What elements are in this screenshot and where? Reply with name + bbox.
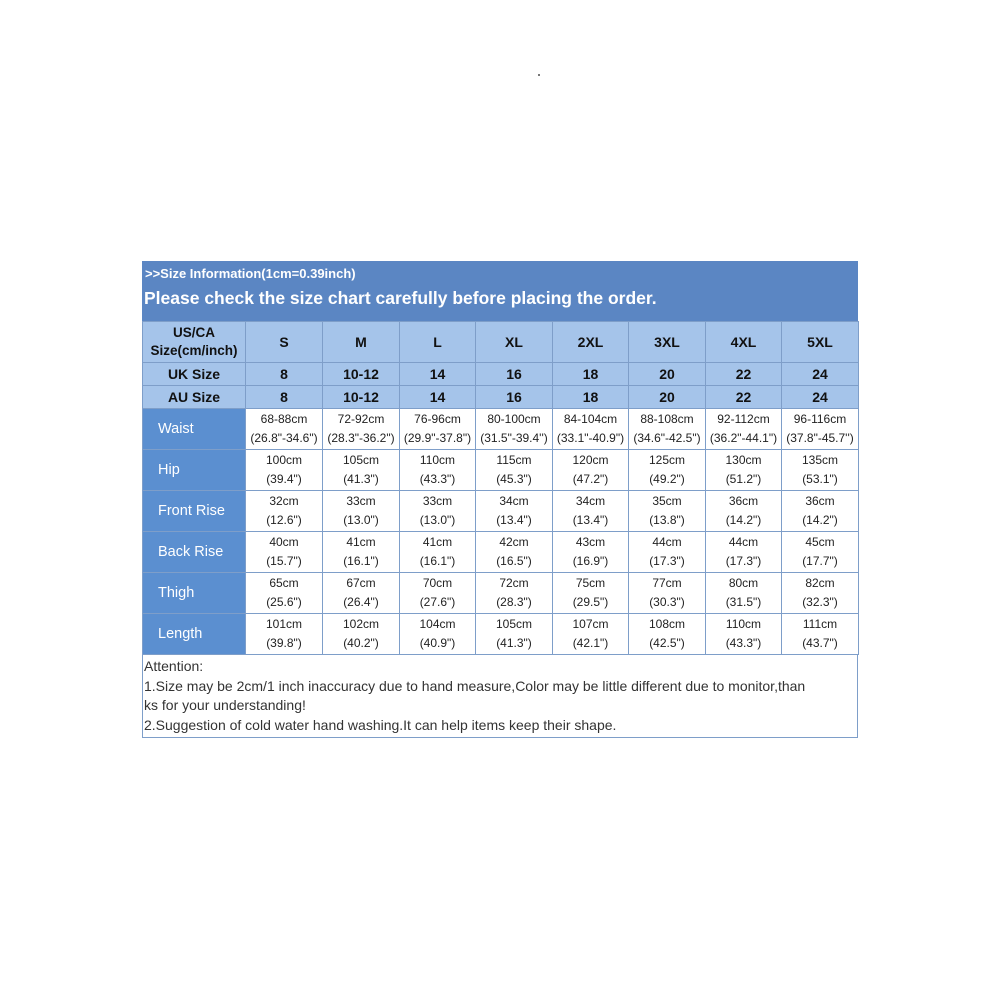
measurement-cell xyxy=(553,573,629,614)
inch-value: (17.3") xyxy=(649,554,685,568)
cm-value: 92-112cm xyxy=(717,412,770,426)
cm-value: 77cm xyxy=(652,576,682,590)
cm-value: 100cm xyxy=(265,453,303,467)
measurement-cell xyxy=(246,491,323,532)
measurement-row xyxy=(143,491,859,532)
measurement-cell xyxy=(400,614,476,655)
uk-size-cell: 10-12 xyxy=(323,363,400,386)
cm-value: 43cm xyxy=(575,535,606,549)
cm-value: 102cm xyxy=(342,617,380,631)
inch-value: (39.4") xyxy=(266,472,302,486)
inch-value: (13.0") xyxy=(343,513,379,527)
cm-value: 108cm xyxy=(648,617,686,631)
au-size-label: AU Size xyxy=(143,386,246,409)
inch-value: (47.2") xyxy=(572,472,609,486)
inch-value: (29.5") xyxy=(572,595,609,609)
cm-value: 88-108cm xyxy=(640,412,694,426)
inch-value: (40.9") xyxy=(419,636,456,650)
measurement-cell xyxy=(706,491,782,532)
inch-value: (16.1") xyxy=(343,554,379,568)
measurement-cell xyxy=(476,450,553,491)
measurement-cell xyxy=(246,450,323,491)
measurement-cell xyxy=(323,573,400,614)
size-header-cell: S xyxy=(246,322,323,363)
measurement-cell xyxy=(323,532,400,573)
measurement-label: Thigh xyxy=(143,573,246,614)
measurement-cell xyxy=(476,409,553,450)
measurement-cell xyxy=(782,491,859,532)
cm-value: 96-116cm xyxy=(793,412,847,426)
cm-value: 80cm xyxy=(728,576,759,590)
measurement-cell xyxy=(400,491,476,532)
inch-value: (42.1") xyxy=(572,636,609,650)
cm-value: 125cm xyxy=(648,453,686,467)
inch-value: (43.3") xyxy=(725,636,762,650)
au-size-cell: 10-12 xyxy=(323,386,400,409)
cm-value: 115cm xyxy=(496,453,532,467)
inch-value: (34.6"-42.5") xyxy=(633,431,701,445)
cm-value: 107cm xyxy=(572,617,609,631)
uk-size-row xyxy=(143,363,859,386)
uk-size-cell: 22 xyxy=(706,363,782,386)
inch-value: (31.5"-39.4'') xyxy=(480,431,548,445)
cm-value: 80-100cm xyxy=(487,412,541,426)
measurement-cell xyxy=(629,573,706,614)
inch-value: (13.4") xyxy=(572,513,609,527)
uk-size-cell: 16 xyxy=(476,363,553,386)
measurement-cell xyxy=(629,614,706,655)
cm-value: 68-88cm xyxy=(260,412,308,426)
cm-value: 45cm xyxy=(805,535,835,549)
measurement-cell xyxy=(323,409,400,450)
measurement-cell xyxy=(782,450,859,491)
note-accuracy: 1.Size may be 2cm/1 inch inaccuracy due to hand measure,Color may be little different due to monitor,than xyxy=(144,677,806,694)
au-size-row xyxy=(143,386,859,409)
inch-value: (13.4") xyxy=(496,513,532,527)
cm-value: 110cm xyxy=(419,453,456,467)
measurement-cell xyxy=(553,614,629,655)
measurement-label: Waist xyxy=(143,409,246,450)
inch-value: (17.3") xyxy=(725,554,762,568)
measurement-cell xyxy=(246,409,323,450)
measurement-label: Length xyxy=(143,614,246,655)
size-unit-label-line: Size(cm/inch) xyxy=(150,343,238,358)
measurement-cell xyxy=(629,532,706,573)
cm-value: 101cm xyxy=(265,617,303,631)
cm-value: 120cm xyxy=(572,453,609,467)
cm-value: 135cm xyxy=(801,453,839,467)
measurement-cell xyxy=(323,614,400,655)
measurement-cell xyxy=(476,614,553,655)
note-accuracy-cont: ks for your understanding! xyxy=(144,697,306,713)
au-size-cell: 16 xyxy=(476,386,553,409)
inch-value: (17.7") xyxy=(802,554,838,568)
inch-value: (14.2") xyxy=(802,513,838,527)
cm-value: 70cm xyxy=(422,576,453,590)
inch-value: (15.7") xyxy=(266,554,302,568)
cm-value: 44cm xyxy=(652,535,682,549)
attention-title: Attention: xyxy=(144,658,204,674)
measurement-cell xyxy=(706,614,782,655)
uk-size-cell: 24 xyxy=(782,363,859,386)
inch-value: (31.5") xyxy=(725,595,762,609)
stray-dot xyxy=(538,74,540,76)
measurement-cell xyxy=(400,409,476,450)
cm-value: 33cm xyxy=(422,494,453,508)
note-washing: 2.Suggestion of cold water hand washing.It can help items keep their shape. xyxy=(144,716,617,733)
size-info-instruction: Please check the size chart carefully before placing the order. xyxy=(144,288,657,308)
cm-value: 35cm xyxy=(652,494,682,508)
size-header-cell: L xyxy=(400,322,476,363)
inch-value: (27.6") xyxy=(419,595,456,609)
inch-value: (29.9"-37.8") xyxy=(403,431,472,445)
us-ca-size-label xyxy=(143,322,246,363)
measurement-cell xyxy=(706,450,782,491)
inch-value: (36.2"-44.1") xyxy=(709,431,778,445)
cm-value: 75cm xyxy=(575,576,606,590)
inch-value: (16.1") xyxy=(419,554,456,568)
measurement-label: Front Rise xyxy=(143,491,246,532)
inch-value: (42.5") xyxy=(649,636,685,650)
inch-value: (49.2") xyxy=(649,472,685,486)
uk-size-cell: 20 xyxy=(629,363,706,386)
size-header-cell: 2XL xyxy=(553,322,629,363)
measurement-cell xyxy=(706,409,782,450)
inch-value: (30.3") xyxy=(649,595,685,609)
cm-value: 105cm xyxy=(342,453,380,467)
measurement-row xyxy=(143,573,859,614)
cm-value: 41cm xyxy=(422,535,453,549)
measurement-cell xyxy=(400,573,476,614)
cm-value: 44cm xyxy=(728,535,759,549)
us-size-row xyxy=(143,322,859,363)
inch-value: (39.8") xyxy=(266,636,302,650)
measurement-cell xyxy=(553,532,629,573)
size-chart xyxy=(142,261,858,738)
measurement-cell xyxy=(553,491,629,532)
cm-value: 72cm xyxy=(499,576,529,590)
cm-value: 104cm xyxy=(419,617,456,631)
measurement-cell xyxy=(246,614,323,655)
cm-value: 105cm xyxy=(495,617,533,631)
measurement-cell xyxy=(553,450,629,491)
cm-value: 65cm xyxy=(269,576,299,590)
cm-value: 36cm xyxy=(728,494,759,508)
cm-value: 84-104cm xyxy=(563,412,618,426)
cm-value: 33cm xyxy=(346,494,376,508)
measurement-cell xyxy=(246,573,323,614)
inch-value: (28.3"-36.2") xyxy=(327,431,395,445)
size-info-heading: >>Size Information(1cm=0.39inch) xyxy=(145,266,356,281)
measurement-cell xyxy=(629,450,706,491)
uk-size-cell: 14 xyxy=(400,363,476,386)
cm-value: 40cm xyxy=(269,535,299,549)
measurement-row xyxy=(143,532,859,573)
inch-value: (43.7") xyxy=(802,636,838,650)
measurement-label: Hip xyxy=(143,450,246,491)
inch-value: (26.4") xyxy=(343,595,379,609)
inch-value: (28.3") xyxy=(496,595,532,609)
measurement-cell xyxy=(476,573,553,614)
cm-value: 82cm xyxy=(805,576,835,590)
inch-value: (16.5") xyxy=(496,554,532,568)
au-size-cell: 18 xyxy=(553,386,629,409)
inch-value: (40.2") xyxy=(343,636,379,650)
attention-notes xyxy=(142,655,858,738)
inch-value: (45.3") xyxy=(496,472,532,486)
measurement-cell xyxy=(629,409,706,450)
size-header-cell: 3XL xyxy=(629,322,706,363)
measurement-cell xyxy=(323,491,400,532)
inch-value: (41.3") xyxy=(343,472,379,486)
measurement-cell xyxy=(476,532,553,573)
size-header-cell: XL xyxy=(476,322,553,363)
au-size-cell: 20 xyxy=(629,386,706,409)
measurement-cell xyxy=(476,491,553,532)
measurement-row xyxy=(143,450,859,491)
us-ca-label-line: US/CA xyxy=(172,325,215,340)
measurement-cell xyxy=(553,409,629,450)
cm-value: 72-92cm xyxy=(337,412,385,426)
inch-value: (16.9") xyxy=(572,554,609,568)
inch-value: (53.1") xyxy=(802,472,838,486)
cm-value: 34cm xyxy=(575,494,606,508)
measurement-cell xyxy=(782,573,859,614)
cm-value: 110cm xyxy=(725,617,762,631)
measurement-cell xyxy=(400,532,476,573)
size-header-cell: 5XL xyxy=(782,322,859,363)
au-size-cell: 24 xyxy=(782,386,859,409)
measurement-cell xyxy=(629,491,706,532)
size-header-cell: 4XL xyxy=(706,322,782,363)
au-size-cell: 22 xyxy=(706,386,782,409)
measurement-cell xyxy=(782,532,859,573)
cm-value: 130cm xyxy=(725,453,762,467)
uk-size-cell: 8 xyxy=(246,363,323,386)
size-header-cell: M xyxy=(323,322,400,363)
inch-value: (26.8"-34.6") xyxy=(250,431,318,445)
measurement-cell xyxy=(400,450,476,491)
cm-value: 36cm xyxy=(805,494,835,508)
measurement-cell xyxy=(706,532,782,573)
inch-value: (41.3") xyxy=(496,636,532,650)
inch-value: (33.1"-40.9") xyxy=(556,431,625,445)
size-info-banner xyxy=(142,261,858,321)
inch-value: (32.3") xyxy=(802,595,838,609)
inch-value: (13.8") xyxy=(649,513,685,527)
inch-value: (14.2") xyxy=(725,513,762,527)
uk-size-label: UK Size xyxy=(143,363,246,386)
size-table xyxy=(142,321,859,655)
cm-value: 32cm xyxy=(269,494,299,508)
measurement-row xyxy=(143,409,859,450)
inch-value: (51.2") xyxy=(725,472,762,486)
au-size-cell: 14 xyxy=(400,386,476,409)
cm-value: 111cm xyxy=(802,617,838,631)
inch-value: (25.6") xyxy=(266,595,302,609)
measurement-cell xyxy=(782,409,859,450)
inch-value: (37.8"-45.7'') xyxy=(786,431,854,445)
uk-size-cell: 18 xyxy=(553,363,629,386)
cm-value: 34cm xyxy=(499,494,529,508)
measurement-cell xyxy=(246,532,323,573)
inch-value: (12.6") xyxy=(266,513,302,527)
measurement-row xyxy=(143,614,859,655)
au-size-cell: 8 xyxy=(246,386,323,409)
cm-value: 42cm xyxy=(499,535,529,549)
measurement-cell xyxy=(323,450,400,491)
cm-value: 76-96cm xyxy=(414,412,461,426)
cm-value: 67cm xyxy=(346,576,376,590)
measurement-label: Back Rise xyxy=(143,532,246,573)
measurement-cell xyxy=(782,614,859,655)
measurement-cell xyxy=(706,573,782,614)
cm-value: 41cm xyxy=(346,535,376,549)
inch-value: (43.3") xyxy=(419,472,456,486)
inch-value: (13.0") xyxy=(419,513,456,527)
